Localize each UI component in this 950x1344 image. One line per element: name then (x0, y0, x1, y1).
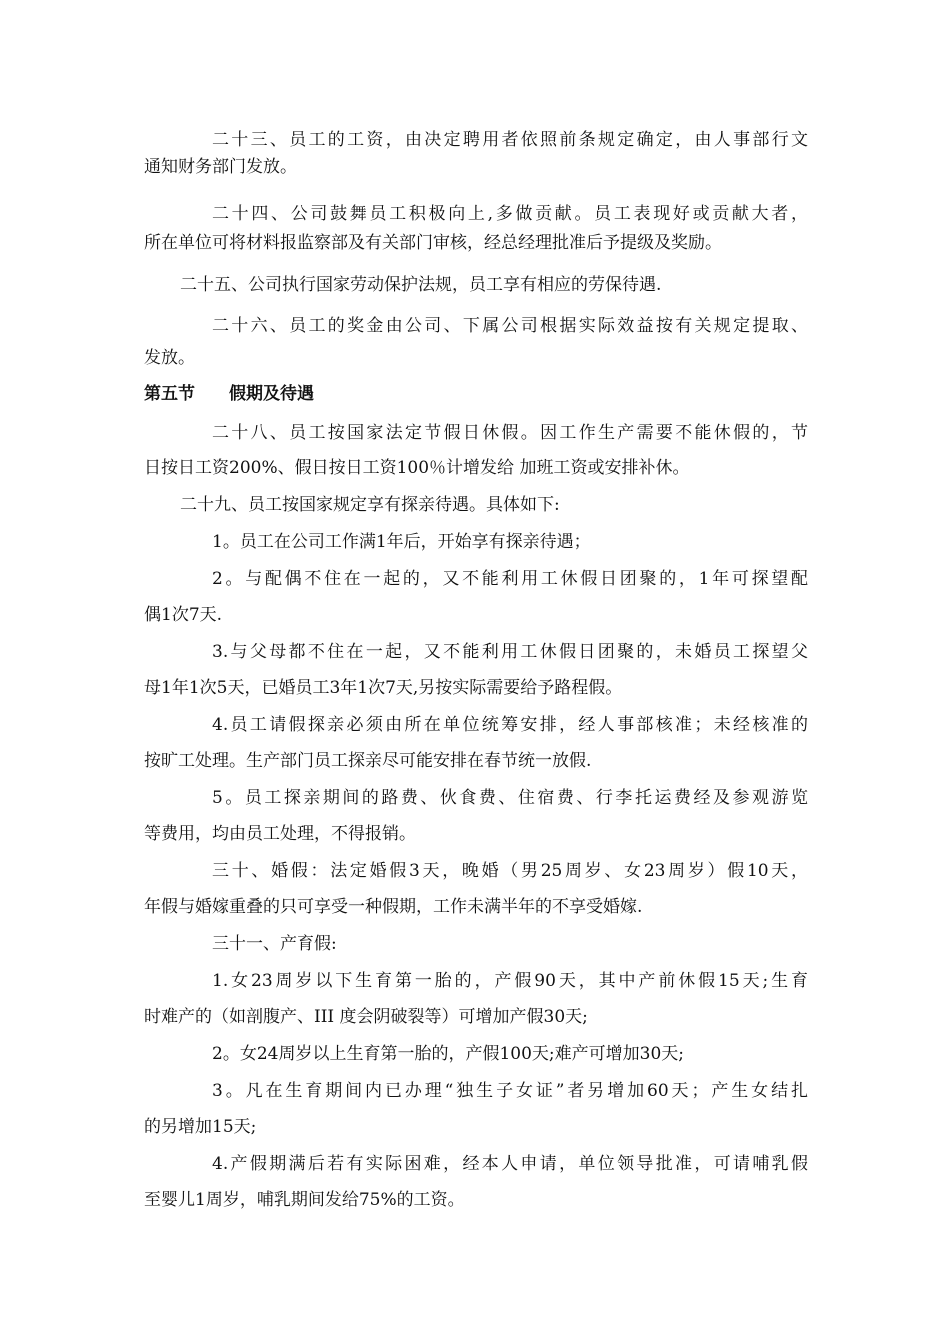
para-25-line-1: 二十五、公司执行国家劳动保护法规，员工享有相应的劳保待遇. (180, 275, 662, 295)
item-29-1-line-1: 1。员工在公司工作满1年后，开始享有探亲待遇； (212, 532, 591, 552)
item-29-2-line-1: 2。与配偶不住在一起的，又不能利用工休假日团聚的，1年可探望配 (212, 569, 808, 589)
item-29-4-line-1: 4.员工请假探亲必须由所在单位统筹安排，经人事部核准；未经核准的 (212, 715, 808, 735)
para-23-line-2: 通知财务部门发放。 (144, 157, 297, 177)
item-31-1-line-1: 1.女23周岁以下生育第一胎的，产假90天，其中产前休假15天;生育 (212, 971, 808, 991)
item-29-4-line-2: 按旷工处理。生产部门员工探亲尽可能安排在春节统一放假. (144, 751, 592, 771)
para-28-line-2: 日按日工资200%、假日按日工资100％计增发给 加班工资或安排补休。 (144, 458, 690, 478)
para-31-line-1: 三十一、产育假: (212, 934, 337, 954)
section-heading (144, 383, 808, 405)
section-number: 第五节 (144, 384, 195, 404)
item-29-3-line-1: 3.与父母都不住在一起，又不能利用工休假日团聚的，未婚员工探望父 (212, 642, 808, 662)
para-26-line-1: 二十六、员工的奖金由公司、下属公司根据实际效益按有关规定提取、 (212, 316, 808, 336)
para-29-line-1: 二十九、员工按国家规定享有探亲待遇。具体如下: (180, 495, 560, 515)
item-31-3-line-2: 的另增加15天; (144, 1117, 257, 1137)
para-23-line-1: 二十三、员工的工资，由决定聘用者依照前条规定确定，由人事部行文 (212, 130, 808, 150)
item-29-2-line-2: 偶1次7天. (144, 605, 223, 625)
para-26-line-2: 发放。 (144, 348, 195, 368)
item-31-3-line-1: 3。凡在生育期间内已办理“独生子女证”者另增加60天；产生女结扎 (212, 1081, 808, 1101)
item-31-2-line-1: 2。女24周岁以上生育第一胎的，产假100天;难产可增加30天; (212, 1044, 684, 1064)
section-title: 假期及待遇 (229, 384, 314, 404)
para-28-line-1: 二十八、员工按国家法定节假日休假。因工作生产需要不能休假的，节 (212, 423, 808, 443)
para-24-line-2: 所在单位可将材料报监察部及有关部门审核，经总经理批准后予提级及奖励。 (144, 233, 722, 253)
item-29-5-line-1: 5。员工探亲期间的路费、伙食费、住宿费、行李托运费经及参观游览 (212, 788, 808, 808)
item-31-4-line-2: 至婴儿1周岁，哺乳期间发给75%的工资。 (144, 1190, 465, 1210)
item-31-1-line-2: 时难产的（如剖腹产、III 度会阴破裂等）可增加产假30天; (144, 1007, 588, 1027)
para-30-line-2: 年假与婚嫁重叠的只可享受一种假期，工作未满半年的不享受婚嫁. (144, 897, 643, 917)
item-29-5-line-2: 等费用，均由员工处理，不得报销。 (144, 824, 416, 844)
item-31-4-line-1: 4.产假期满后若有实际困难，经本人申请，单位领导批准，可请哺乳假 (212, 1154, 808, 1174)
item-29-3-line-2: 母1年1次5天，已婚员工3年1次7天,另按实际需要给予路程假。 (144, 678, 623, 698)
para-24-line-1: 二十四、公司鼓舞员工积极向上,多做贡献。员工表现好或贡献大者， (212, 204, 808, 224)
para-30-line-1: 三十、婚假：法定婚假3天，晚婚（男25周岁、女23周岁）假10天， (212, 861, 808, 881)
